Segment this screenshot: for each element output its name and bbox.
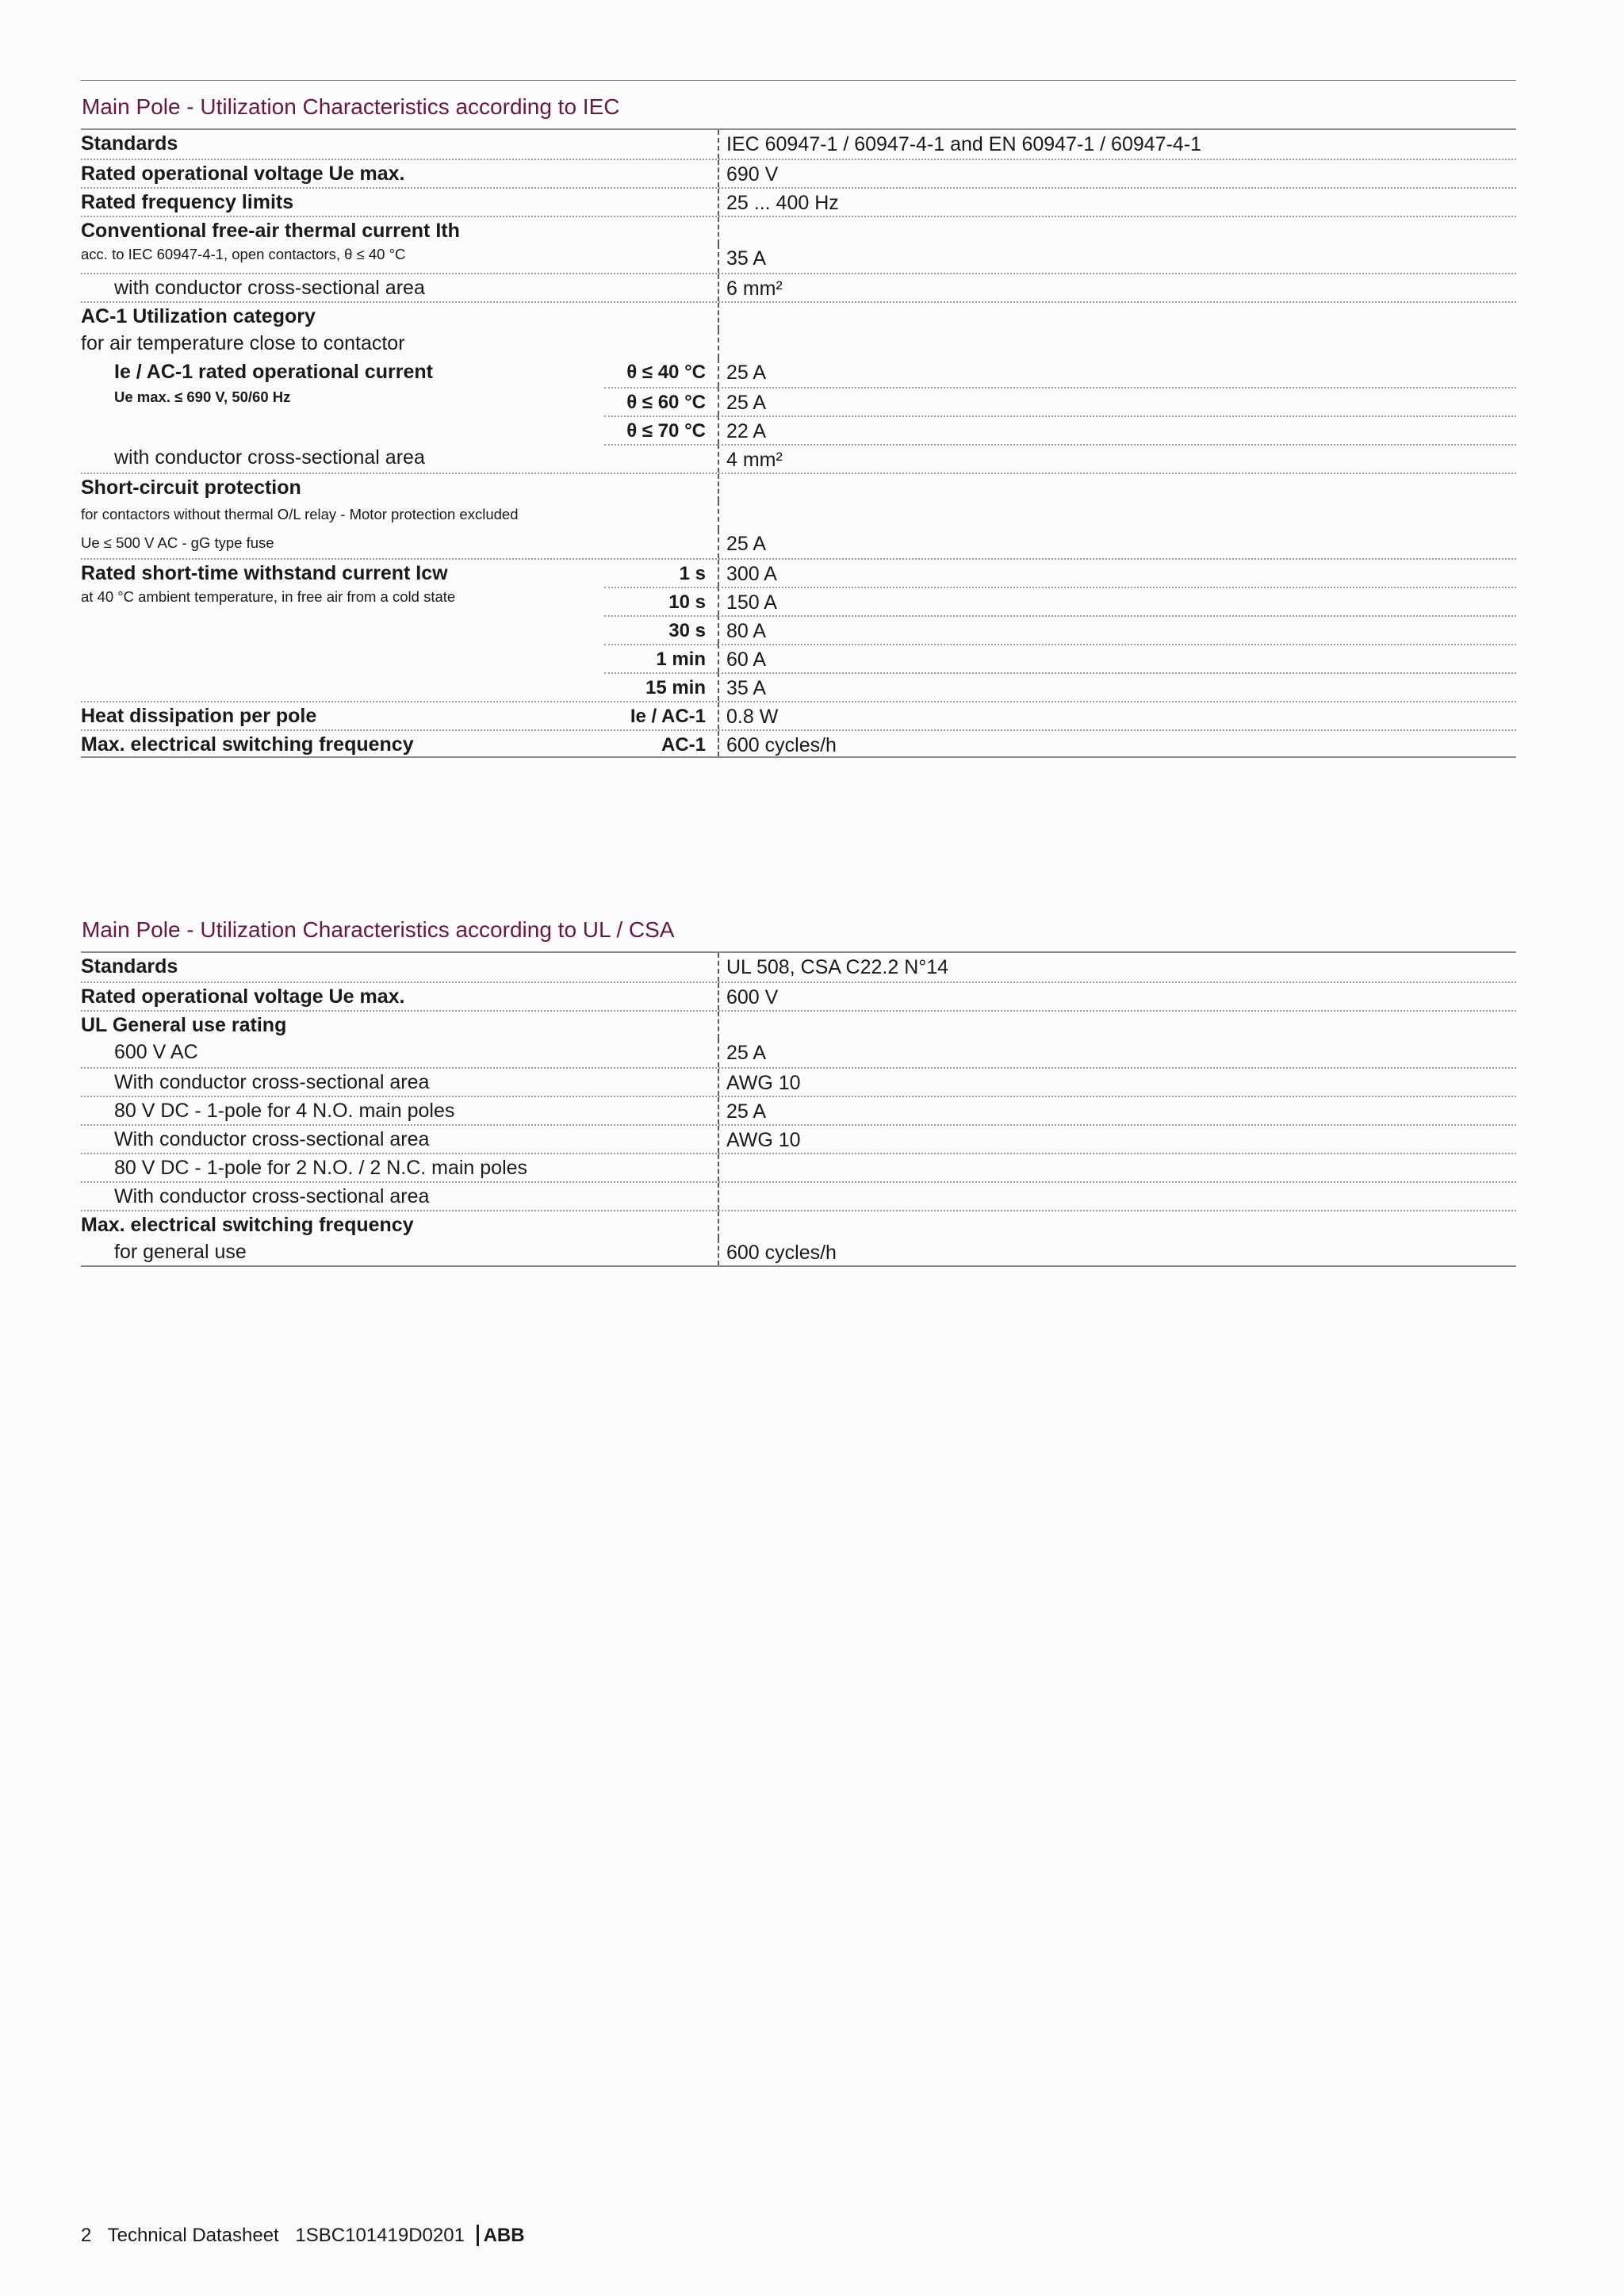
row-value: 6 mm² [718,274,1516,301]
row-label: Heat dissipation per pole [81,705,317,727]
row-condition: θ ≤ 70 °C [604,415,718,444]
row-condition: 1 s [679,563,706,584]
row-value: 150 A [718,587,1516,615]
row-value: 22 A [718,415,1516,444]
table-row [81,501,1516,530]
ul-section [81,907,1516,1267]
row-label: Rated frequency limits [81,191,294,213]
row-value: 25 A [718,358,1516,387]
row-label: Max. electrical switching frequency [81,733,414,756]
page-number: 2 [81,2225,92,2246]
table-row [81,1181,1516,1210]
table-row [81,358,1516,387]
row-label: Rated operational voltage Ue max. [81,163,405,185]
row-value: 600 V [718,983,1516,1010]
table-row [81,1039,1516,1067]
row-value [718,1183,1516,1210]
row-value: 600 cycles/h [718,731,1516,756]
table-row [81,1096,1516,1124]
row-note: for contactors without thermal O/L relay - Motor protection excluded [81,506,519,522]
row-label: Rated short-time withstand current Icw [81,562,448,584]
table-row [81,273,1516,301]
row-label: for general use [114,1241,247,1263]
row-condition: 1 min [604,644,718,672]
row-value: UL 508, CSA C22.2 N°14 [718,953,1516,982]
table-row [81,1067,1516,1096]
table-row [81,159,1516,187]
row-label: Conventional free-air thermal current Ith [81,220,460,242]
row-value [718,1154,1516,1181]
table-row [81,558,1516,587]
document-number: 1SBC101419D0201 [295,2225,465,2246]
row-label: AC-1 Utilization category [81,305,316,327]
row-condition: θ ≤ 40 °C [626,362,706,383]
page-footer [81,2225,536,2247]
table-row [81,672,1516,701]
table-row [81,1010,1516,1039]
table-row [81,1124,1516,1153]
row-label: Standards [81,132,178,155]
row-label: Ie / AC-1 rated operational current [114,361,433,383]
row-label: Short-circuit protection [81,476,301,499]
row-label: With conductor cross-sectional area [114,1185,430,1207]
row-value: 80 A [718,615,1516,644]
row-value: 300 A [718,560,1516,587]
table-row [81,187,1516,216]
row-value: 690 V [718,160,1516,187]
row-note: at 40 °C ambient temperature, in free air from a cold state [81,588,456,605]
row-note: Ue max. ≤ 690 V, 50/60 Hz [114,388,291,405]
table-row [81,216,1516,244]
table-row [81,473,1516,501]
row-label: Max. electrical switching frequency [81,1214,414,1236]
row-condition: 30 s [604,615,718,644]
table-row [81,644,1516,672]
table-row [81,729,1516,758]
row-note: Ue ≤ 500 V AC - gG type fuse [81,534,274,551]
table-row [81,444,1516,473]
top-rule [81,80,1516,81]
table-row [81,387,1516,415]
iec-section [81,84,1516,758]
row-label: With conductor cross-sectional area [114,1128,430,1150]
row-value: 60 A [718,644,1516,672]
table-row [81,701,1516,729]
table-row [81,330,1516,358]
row-value: 35 A [718,244,1516,273]
row-label: 80 V DC - 1-pole for 2 N.O. / 2 N.C. main poles [114,1157,528,1179]
row-label: With conductor cross-sectional area [114,1071,430,1093]
row-label: 600 V AC [114,1041,198,1063]
row-value: AWG 10 [718,1126,1516,1153]
row-value: 4 mm² [718,444,1516,473]
ul-section-title: Main Pole - Utilization Characteristics according to UL / CSA [81,907,1516,953]
table-row [81,415,1516,444]
table-row [81,587,1516,615]
row-label: UL General use rating [81,1014,287,1036]
row-condition: 15 min [604,672,718,701]
row-value: 25 ... 400 Hz [718,189,1516,216]
row-value: AWG 10 [718,1069,1516,1096]
table-row [81,1210,1516,1238]
row-label: with conductor cross-sectional area [114,277,425,299]
iec-section-title: Main Pole - Utilization Characteristics according to IEC [81,84,1516,130]
row-condition: θ ≤ 60 °C [604,387,718,415]
row-value: 25 A [718,530,1516,558]
brand-logo: ABB [477,2225,525,2246]
row-value: IEC 60947-1 / 60947-4-1 and EN 60947-1 / 60947-4-1 [718,130,1516,159]
table-row [81,982,1516,1010]
document-type: Technical Datasheet [107,2225,279,2246]
row-label: Standards [81,955,178,978]
row-condition: AC-1 [661,734,706,756]
row-label: Rated operational voltage Ue max. [81,985,405,1008]
row-note: acc. to IEC 60947-4-1, open contactors, θ ≤ 40 °C [81,246,406,262]
row-value: 0.8 W [718,702,1516,729]
table-row [81,1238,1516,1267]
table-row [81,244,1516,273]
row-condition: Ie / AC-1 [630,706,706,727]
row-value: 35 A [718,672,1516,701]
table-row [81,953,1516,982]
row-value: 600 cycles/h [718,1238,1516,1265]
row-note: for air temperature close to contactor [81,332,405,354]
table-row [81,301,1516,330]
table-row [81,530,1516,558]
table-row [81,130,1516,159]
table-row [81,1153,1516,1181]
row-label: with conductor cross-sectional area [114,446,425,469]
row-condition: 10 s [604,587,718,615]
row-label: 80 V DC - 1-pole for 4 N.O. main poles [114,1100,455,1122]
table-row [81,615,1516,644]
row-value: 25 A [718,1039,1516,1067]
row-value: 25 A [718,387,1516,415]
row-value: 25 A [718,1097,1516,1124]
